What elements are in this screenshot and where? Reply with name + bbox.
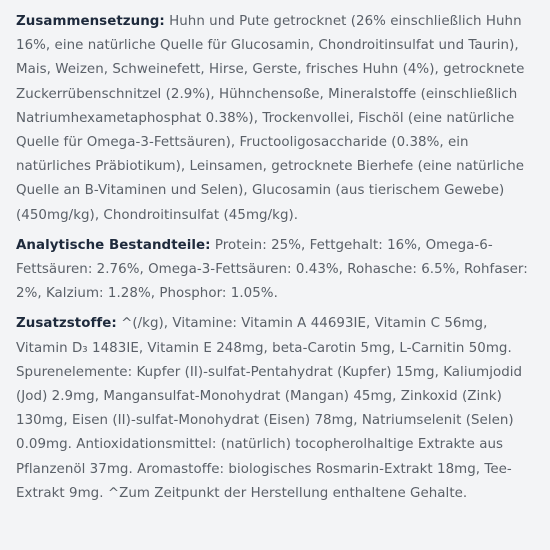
composition-heading: Zusammensetzung: xyxy=(16,14,165,29)
analytical-constituents-section xyxy=(16,234,536,307)
analytical-constituents-text: Protein: 25%, Fettgehalt: 16%, Omega-6-Fettsäuren: 2.76%, Omega-3-Fettsäuren: 0.43%, Rohasche: 6.5%, Rohfaser: 2%, Kalzium: 1.28%, Phosphor: 1.05%. xyxy=(16,237,528,302)
additives-heading: Zusatzstoffe: xyxy=(16,316,117,332)
composition-text: Huhn und Pute getrocknet (26% einschließlich Huhn 16%, eine natürliche Quelle für Glucosamin, Chondroitinsulfat und Taurin), Mais, Weizen, Schweinefett, Hirse, Gerste, frisches Huhn (4%), getrocknete Zuckerrübenschnitzel (2.9%), Hühnchensoße, Mineralstoffe (einschließlich Natriumhexametaphosphat 0.38%), Trockenvollei, Fischöl (eine natürliche Quelle für Omega-3-Fettsäuren), Fructooligosaccharide (0.38%, ein natürliches Präbiotikum), Leinsamen, getrocknete Bierhefe (eine natürliche Quelle an B-Vitaminen und Selen), Glucosamin (aus tierischem Gewebe) (450mg/kg), Chondroitinsulfat (45mg/kg). xyxy=(16,14,525,223)
analytical-constituents-heading: Analytische Bestandteile: xyxy=(16,237,211,253)
composition-section xyxy=(16,10,536,228)
additives-section xyxy=(16,312,536,506)
additives-text: ^(/kg), Vitamine: Vitamin A 44693IE, Vitamin C 56mg, Vitamin D₃ 1483IE, Vitamin E 248mg, beta-Carotin 5mg, L-Carnitin 50mg. Spurenelemente: Kupfer (II)-sulfat-Pentahydrat (Kupfer) 15mg, Kaliumjodid (Jod) 2.9mg, Mangansulfat-Monohydrat (Mangan) 45mg, Zinkoxid (Zink) 130mg, Eisen (II)-sulfat-Monohydrat (Eisen) 78mg, Natriumselenit (Selen) 0.09mg. Antioxidationsmittel: (natürlich) tocopherolhaltige Extrakte aus Pflanzenöl 37mg. Aromastoffe: biologisches Rosmarin-Extrakt 18mg, Tee-Extrakt 9mg. ^Zum Zeitpunkt der Herstellung enthaltene Gehalte. xyxy=(16,316,523,501)
